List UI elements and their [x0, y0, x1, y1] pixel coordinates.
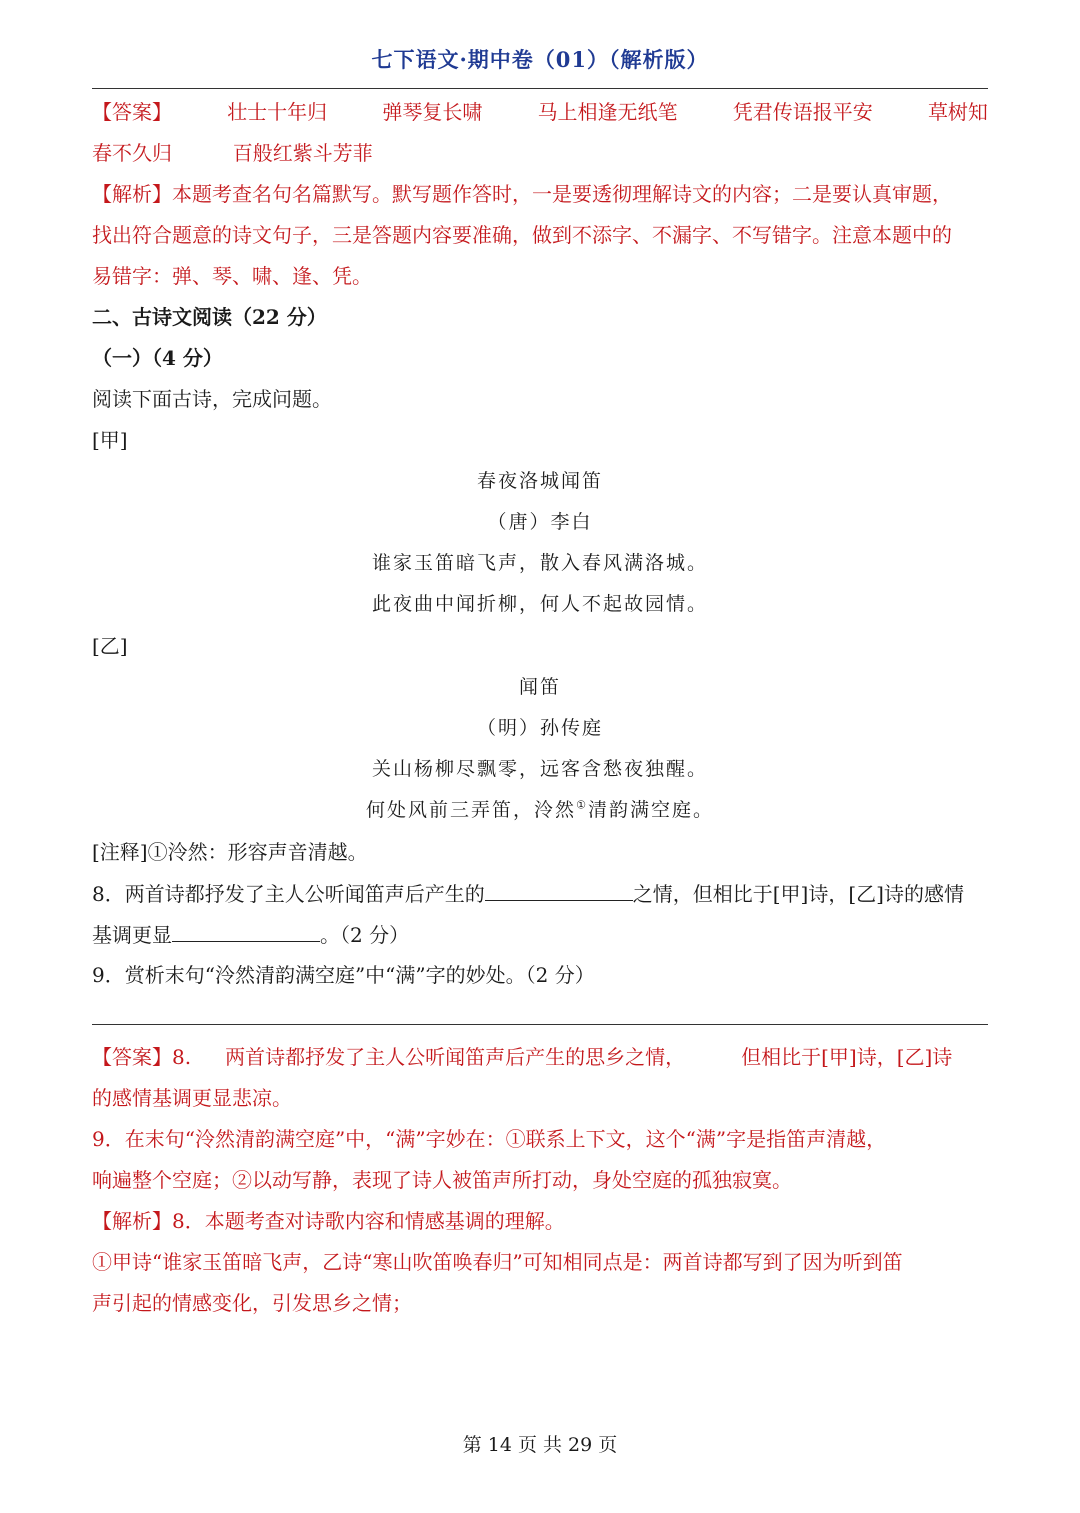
poem-a-author: （唐）李白: [487, 511, 593, 533]
answer-blank: [172, 914, 320, 942]
answer-item: 马上相逢无纸笔: [537, 100, 678, 124]
poem-b-title: 闻笛: [518, 676, 561, 698]
answer-label: 【答案】: [92, 100, 172, 124]
answer-item: 弹琴复长啸: [382, 100, 483, 124]
footnote-marker: ①: [576, 798, 588, 812]
poem-b-line-2: 何处风前三弄笛，泠然①清韵满空庭。: [366, 798, 714, 821]
annotation-note: [注释]①泠然：形容声音清越。: [92, 840, 368, 864]
answer-9-line-1: 9．在末句“泠然清韵满空庭”中，“满”字妙在：①联系上下文，这个“满”字是指笛声清越，: [92, 1127, 887, 1151]
poem-a-tag: [甲]: [92, 428, 128, 452]
reading-instruction: 阅读下面古诗，完成问题。: [92, 387, 332, 411]
page-number: 第 14 页 共 29 页: [462, 1434, 618, 1456]
analysis-2-line-1: 【解析】8．本题考查对诗歌内容和情感基调的理解。: [92, 1209, 565, 1233]
question-8-line-2: 基调更显 。（2 分）: [92, 914, 988, 956]
poem-a-line-1: 谁家玉笛暗飞声，散入春风满洛城。: [371, 552, 708, 574]
analysis-label: 【解析】: [92, 182, 172, 206]
answer-blank: [485, 873, 633, 901]
analysis-1-line-1: 【解析】本题考查名句名篇默写。默写题作答时，一是要透彻理解诗文的内容；二是要认真审题，: [92, 182, 952, 206]
poem-b-tag: [乙]: [92, 634, 128, 658]
section-heading: 二、古诗文阅读（22 分）: [92, 305, 327, 329]
answer-item: 春不久归: [92, 141, 172, 165]
sub-heading: （一）（4 分）: [92, 346, 223, 370]
section-divider: [92, 1024, 988, 1025]
poem-b-author: （明）孙传庭: [476, 717, 603, 739]
header-divider: [92, 88, 988, 89]
analysis-1-line-2: 找出符合题意的诗文句子，三是答题内容要准确，做到不添字、不漏字、不写错字。注意本题中的: [92, 223, 952, 247]
answer-2-line-1: 【答案】8. 两首诗都抒发了主人公听闻笛声后产生的思乡之情， 但相比于[甲]诗，[乙]诗: [92, 1045, 953, 1069]
page-header-title: 七下语文·期中卷（01）（解析版）: [371, 47, 709, 72]
analysis-2-line-3: 声引起的情感变化，引发思乡之情；: [92, 1291, 412, 1315]
answer-item: 凭君传语报平安: [732, 100, 873, 124]
question-9: 9．赏析末句“泠然清韵满空庭”中“满”字的妙处。（2 分）: [92, 963, 595, 987]
question-8-line-1: 8．两首诗都抒发了主人公听闻笛声后产生的 之情，但相比于[甲]诗，[乙]诗的感情: [92, 873, 988, 915]
poem-a-title: 春夜洛城闻笛: [476, 470, 603, 492]
answer-item: 百般红紫斗芳菲: [232, 141, 373, 165]
poem-b-line-1: 关山杨柳尽飘零，远客含愁夜独醒。: [371, 758, 708, 780]
poem-a-line-2: 此夜曲中闻折柳，何人不起故园情。: [371, 593, 708, 615]
answer-item: 草树知: [927, 100, 988, 124]
answer-1-line-1: [92, 92, 988, 133]
answer-label: 【答案】: [92, 1045, 172, 1069]
answer-item: 壮士十年归: [227, 100, 328, 124]
answer-2-line-2: 的感情基调更显悲凉。: [92, 1086, 292, 1110]
answer-9-line-2: 响遍整个空庭；②以动写静，表现了诗人被笛声所打动，身处空庭的孤独寂寞。: [92, 1168, 792, 1192]
analysis-2-line-2: ①甲诗“谁家玉笛暗飞声，乙诗“寒山吹笛唤春归”可知相同点是：两首诗都写到了因为听到笛: [92, 1250, 903, 1274]
analysis-1-line-3: 易错字：弹、琴、啸、逢、凭。: [92, 264, 372, 288]
answer-1-line-2: [92, 133, 988, 174]
analysis-label: 【解析】: [92, 1209, 172, 1233]
